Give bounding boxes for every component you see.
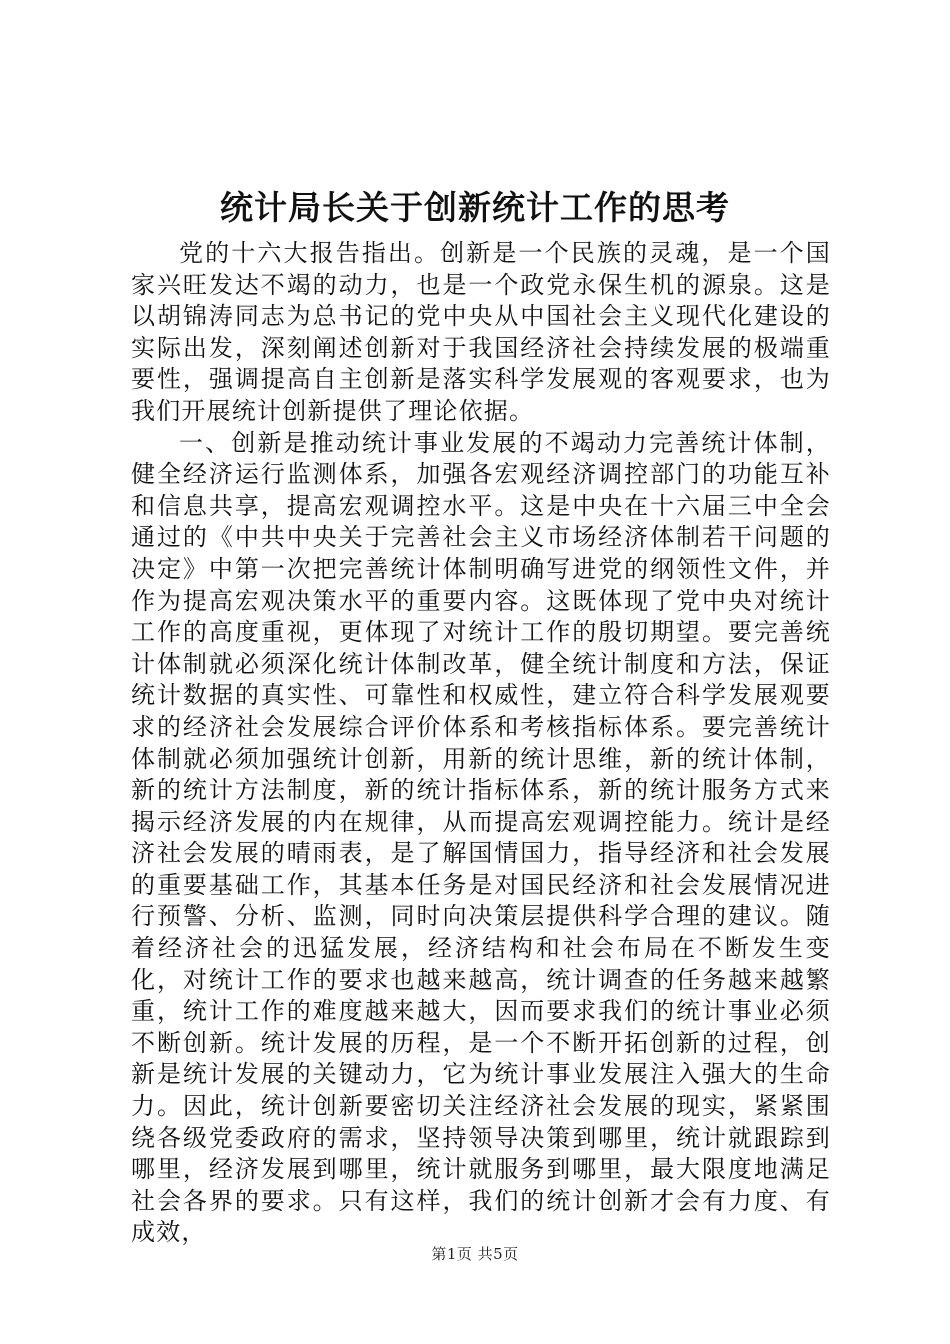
page-number-footer: 第1页 共5页: [431, 1245, 519, 1263]
document-body: [131, 238, 831, 1249]
paragraph-section-one: 一、创新是推动统计事业发展的不竭动力完善统计体制，健全经济运行监测体系，加强各宏观经济调控部门的功能互补和信息共享，提高宏观调控水平。这是中央在十六届三中全会通过的《中共中央关于完善社会主义市场经济体制若干问题的决定》中第一次把完善统计体制明确写进党的纲领性文件，并作为提高宏观决策水平的重要内容。这既体现了党中央对统计工作的高度重视，更体现了对统计工作的殷切期望。要完善统计体制就必须深化统计体制改革，健全统计制度和方法，保证统计数据的真实性、可靠性和权威性，建立符合科学发展观要求的经济社会发展综合评价体系和考核指标体系。要完善统计体制就必须加强统计创新，用新的统计思维，新的统计体制，新的统计方法制度，新的统计指标体系，新的统计服务方式来揭示经济发展的内在规律，从而提高宏观调控能力。统计是经济社会发展的晴雨表，是了解国情国力，指导经济和社会发展的重要基础工作，其基本任务是对国民经济和社会发展情况进行预警、分析、监测，同时向决策层提供科学合理的建议。随着经济社会的迅猛发展，经济结构和社会布局在不断发生变化，对统计工作的要求也越来越高，统计调查的任务越来越繁重，统计工作的难度越来越大，因而要求我们的统计事业必须不断创新。统计发展的历程，是一个不断开拓创新的过程，创新是统计发展的关键动力，它为统计事业发展注入强大的生命力。因此，统计创新要密切关注经济社会发展的现实，紧紧围绕各级党委政府的需求，坚持领导决策到哪里，统计就跟踪到哪里，经济发展到哪里，统计就服务到哪里，最大限度地满足社会各界的要求。只有这样，我们的统计创新才会有力度、有成效，: [131, 428, 831, 1247]
document-title: 统计局长关于创新统计工作的思考: [220, 188, 730, 227]
paragraph-intro: 党的十六大报告指出。创新是一个民族的灵魂，是一个国家兴旺发达不竭的动力，也是一个政党永保生机的源泉。这是以胡锦涛同志为总书记的党中央从中国社会主义现代化建设的实际出发，深刻阐述创新对于我国经济社会持续发展的极端重要性，强调提高自主创新是落实科学发展观的客观要求，也为我们开展统计创新提供了理论依据。: [131, 239, 831, 425]
